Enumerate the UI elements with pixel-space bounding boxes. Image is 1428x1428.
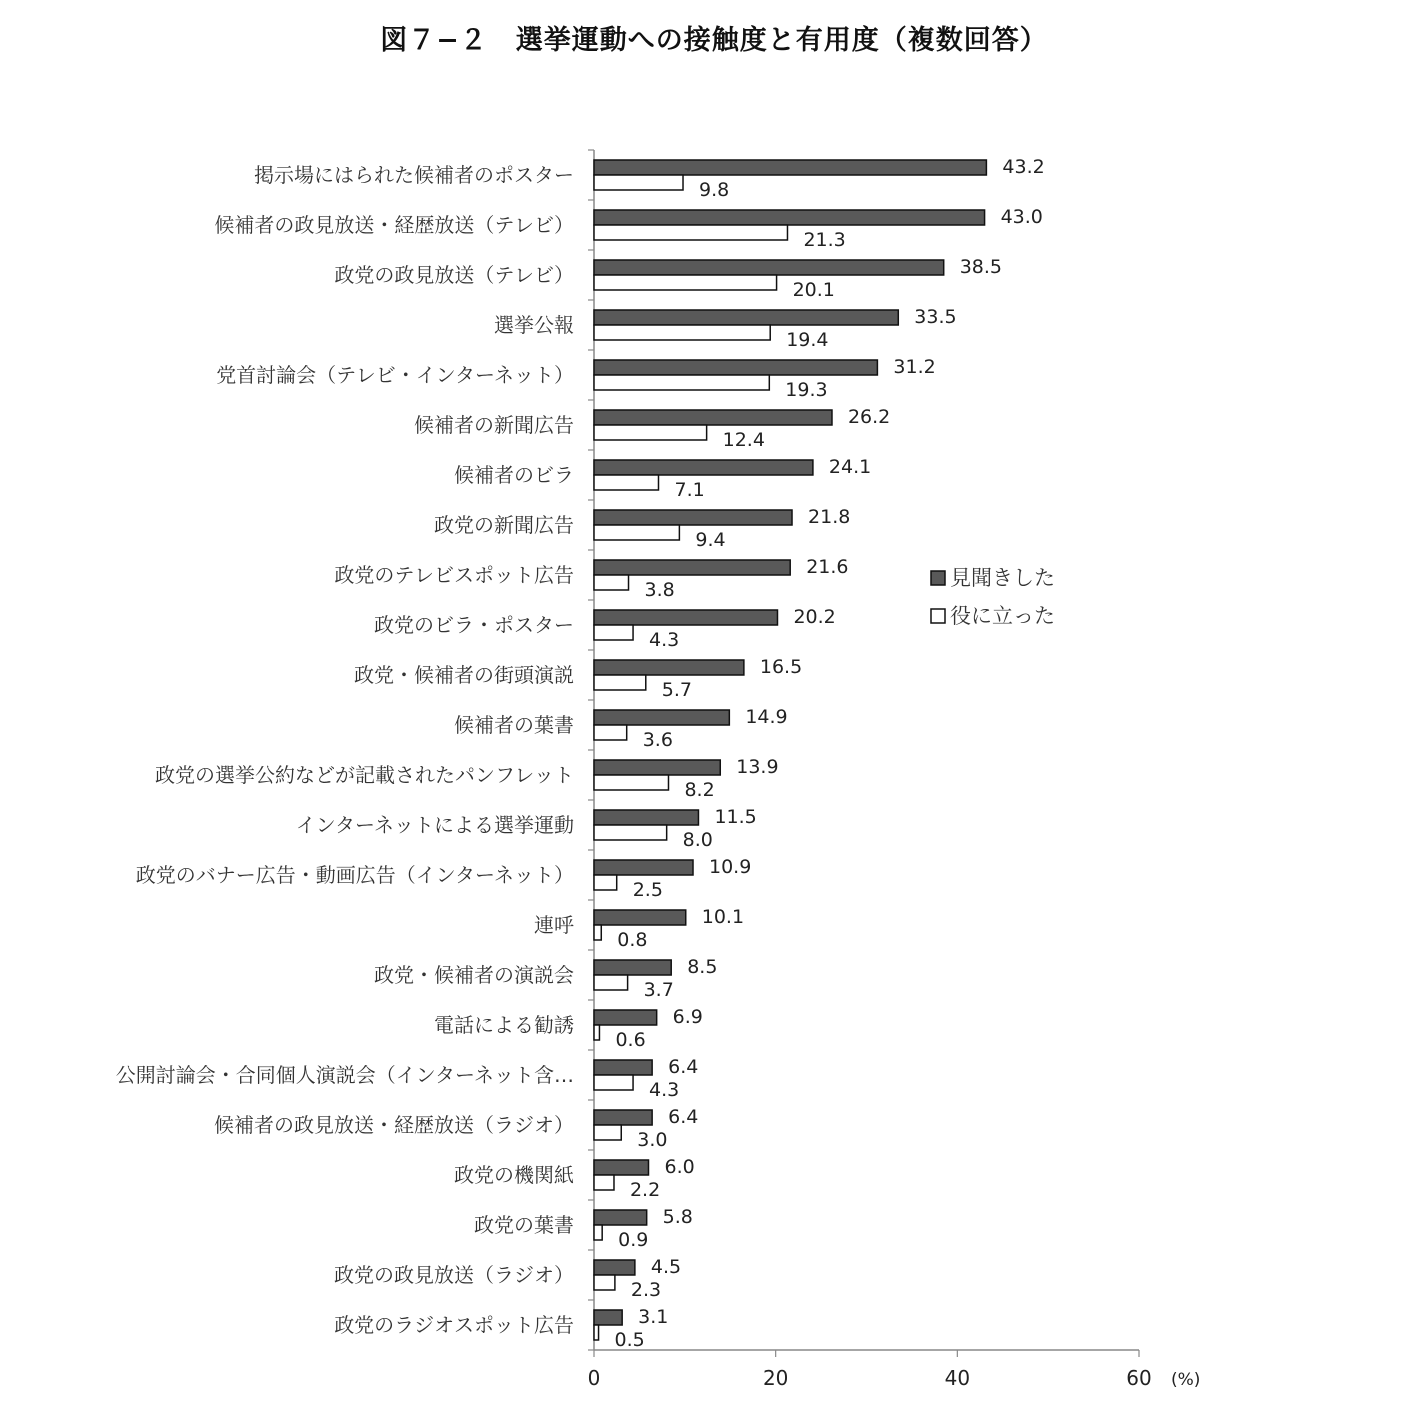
bar-useful — [594, 625, 633, 640]
data-label-seen: 24.1 — [828, 456, 872, 478]
data-label-seen: 3.1 — [638, 1306, 669, 1328]
data-label-seen: 43.2 — [1002, 156, 1045, 178]
legend-label-seen: 見聞きした — [950, 566, 1055, 590]
bar-useful — [594, 325, 770, 340]
x-tick-label: 0 — [587, 1366, 601, 1390]
category-label: 候補者の政見放送・経歴放送（ラジオ） — [214, 1113, 574, 1137]
bar-seen — [594, 610, 777, 625]
bar-useful — [594, 1175, 614, 1190]
data-label-useful: 0.9 — [618, 1229, 649, 1251]
bar-useful — [594, 475, 658, 490]
category-label: 政党の葉書 — [474, 1213, 574, 1237]
bar-seen — [594, 910, 686, 925]
bar-useful — [594, 225, 787, 240]
data-label-seen: 21.6 — [806, 556, 849, 578]
bar-seen — [594, 660, 744, 675]
chart-title: 図７−２ 選挙運動への接触度と有用度（複数回答） — [380, 25, 1048, 56]
data-label-useful: 9.8 — [699, 179, 730, 201]
bar-seen — [594, 1010, 657, 1025]
bar-seen — [594, 1160, 649, 1175]
bar-seen — [594, 1210, 647, 1225]
data-label-seen: 33.5 — [914, 306, 957, 328]
category-label: 政党の政見放送（テレビ） — [334, 263, 574, 287]
data-label-seen: 10.9 — [709, 856, 752, 878]
category-label: 候補者の新聞広告 — [414, 413, 574, 437]
legend-label-useful: 役に立った — [950, 604, 1055, 628]
bar-seen — [594, 460, 813, 475]
bar-useful — [594, 425, 707, 440]
bar-useful — [594, 775, 668, 790]
data-label-useful: 0.5 — [614, 1329, 645, 1351]
bar-useful — [594, 575, 629, 590]
category-label: 政党の政見放送（ラジオ） — [334, 1263, 574, 1287]
data-label-useful: 7.1 — [674, 479, 705, 501]
data-label-useful: 0.8 — [617, 929, 648, 951]
data-label-useful: 8.2 — [684, 779, 715, 801]
bar-seen — [594, 960, 671, 975]
data-label-useful: 20.1 — [792, 279, 835, 301]
x-tick-label: 20 — [762, 1366, 789, 1390]
data-label-useful: 0.6 — [615, 1029, 646, 1051]
category-label: 政党のバナー広告・動画広告（インターネット） — [135, 863, 574, 887]
bar-seen — [594, 360, 877, 375]
bar-seen — [594, 560, 790, 575]
data-label-seen: 11.5 — [714, 806, 757, 828]
data-label-seen: 4.5 — [650, 1256, 682, 1278]
category-label: 政党・候補者の演説会 — [374, 963, 574, 987]
category-label: 電話による勧誘 — [434, 1013, 574, 1037]
data-label-seen: 21.8 — [808, 506, 851, 528]
x-tick-label: 40 — [944, 1366, 971, 1390]
data-label-seen: 26.2 — [847, 406, 891, 428]
category-label: 政党のテレビスポット広告 — [334, 563, 574, 587]
category-label: 政党の機関紙 — [454, 1163, 574, 1187]
data-label-useful: 21.3 — [803, 229, 846, 251]
bar-useful — [594, 1275, 615, 1290]
data-label-seen: 6.4 — [668, 1106, 699, 1128]
category-label: 政党のビラ・ポスター — [374, 613, 574, 637]
x-tick-label: 60 — [1126, 1366, 1152, 1390]
data-label-useful: 5.7 — [661, 679, 692, 701]
bar-seen — [594, 310, 898, 325]
data-label-seen: 14.9 — [745, 706, 788, 728]
bar-seen — [594, 860, 693, 875]
x-unit-label: (%) — [1171, 1370, 1201, 1390]
data-label-useful: 3.7 — [643, 979, 674, 1001]
data-label-useful: 4.3 — [649, 1079, 680, 1101]
category-label: 選挙公報 — [494, 313, 574, 337]
bar-seen — [594, 810, 698, 825]
bar-seen — [594, 1060, 652, 1075]
bar-seen — [594, 710, 729, 725]
category-label: 連呼 — [534, 913, 574, 937]
category-label: 政党の選挙公約などが記載されたパンフレット — [155, 763, 574, 787]
data-label-useful: 12.4 — [722, 429, 765, 451]
data-label-useful: 19.3 — [785, 379, 828, 401]
bar-useful — [594, 875, 617, 890]
bar-seen — [594, 1260, 635, 1275]
category-label: 候補者の葉書 — [454, 713, 574, 737]
data-label-useful: 3.6 — [642, 729, 673, 751]
data-label-seen: 16.5 — [759, 656, 803, 678]
category-label: 党首討論会（テレビ・インターネット） — [216, 363, 574, 387]
bar-seen — [594, 160, 986, 175]
bar-seen — [594, 1310, 622, 1325]
data-label-seen: 43.0 — [1000, 206, 1043, 228]
category-label: 政党の新聞広告 — [434, 513, 574, 537]
legend-swatch-useful — [931, 609, 945, 623]
data-label-seen: 8.5 — [687, 956, 718, 978]
data-label-seen: 5.8 — [662, 1206, 693, 1228]
bar-useful — [594, 975, 628, 990]
bar-useful — [594, 1325, 599, 1340]
bar-useful — [594, 375, 769, 390]
category-label: 候補者の政見放送・経歴放送（テレビ） — [214, 213, 574, 237]
bar-useful — [594, 1075, 633, 1090]
category-label: 掲示場にはられた候補者のポスター — [254, 163, 574, 187]
bar-seen — [594, 210, 985, 225]
data-label-useful: 9.4 — [695, 529, 726, 551]
bar-useful — [594, 725, 627, 740]
data-label-useful: 2.3 — [630, 1279, 662, 1301]
data-label-seen: 20.2 — [793, 606, 836, 628]
bar-useful — [594, 675, 646, 690]
data-label-seen: 6.9 — [672, 1006, 703, 1028]
bar-useful — [594, 525, 679, 540]
data-label-seen: 6.0 — [664, 1156, 695, 1178]
data-label-useful: 8.0 — [682, 829, 713, 851]
category-label: 政党・候補者の街頭演説 — [354, 663, 574, 687]
bar-seen — [594, 510, 792, 525]
bar-seen — [594, 1110, 652, 1125]
data-label-useful: 4.3 — [649, 629, 680, 651]
bar-useful — [594, 825, 667, 840]
category-label: 候補者のビラ — [454, 463, 574, 487]
bar-useful — [594, 925, 601, 940]
data-label-useful: 3.8 — [644, 579, 675, 601]
bar-seen — [594, 760, 720, 775]
bar-seen — [594, 410, 832, 425]
data-label-seen: 13.9 — [736, 756, 779, 778]
data-label-useful: 3.0 — [637, 1129, 668, 1151]
bar-useful — [594, 175, 683, 190]
bar-seen — [594, 260, 944, 275]
data-label-seen: 6.4 — [668, 1056, 699, 1078]
bar-useful — [594, 275, 777, 290]
data-label-useful: 2.2 — [629, 1179, 661, 1201]
data-label-seen: 10.1 — [701, 906, 745, 928]
legend-swatch-seen — [931, 571, 945, 585]
category-label: 公開討論会・合同個人演説会（インターネット含… — [115, 1063, 574, 1087]
data-label-seen: 31.2 — [893, 356, 936, 378]
data-label-useful: 2.5 — [632, 879, 663, 901]
bar-useful — [594, 1225, 602, 1240]
category-label: インターネットによる選挙運動 — [295, 813, 574, 837]
bar-useful — [594, 1125, 621, 1140]
bar-useful — [594, 1025, 599, 1040]
data-label-seen: 38.5 — [959, 256, 1003, 278]
category-label: 政党のラジオスポット広告 — [334, 1313, 574, 1337]
data-label-useful: 19.4 — [786, 329, 829, 351]
